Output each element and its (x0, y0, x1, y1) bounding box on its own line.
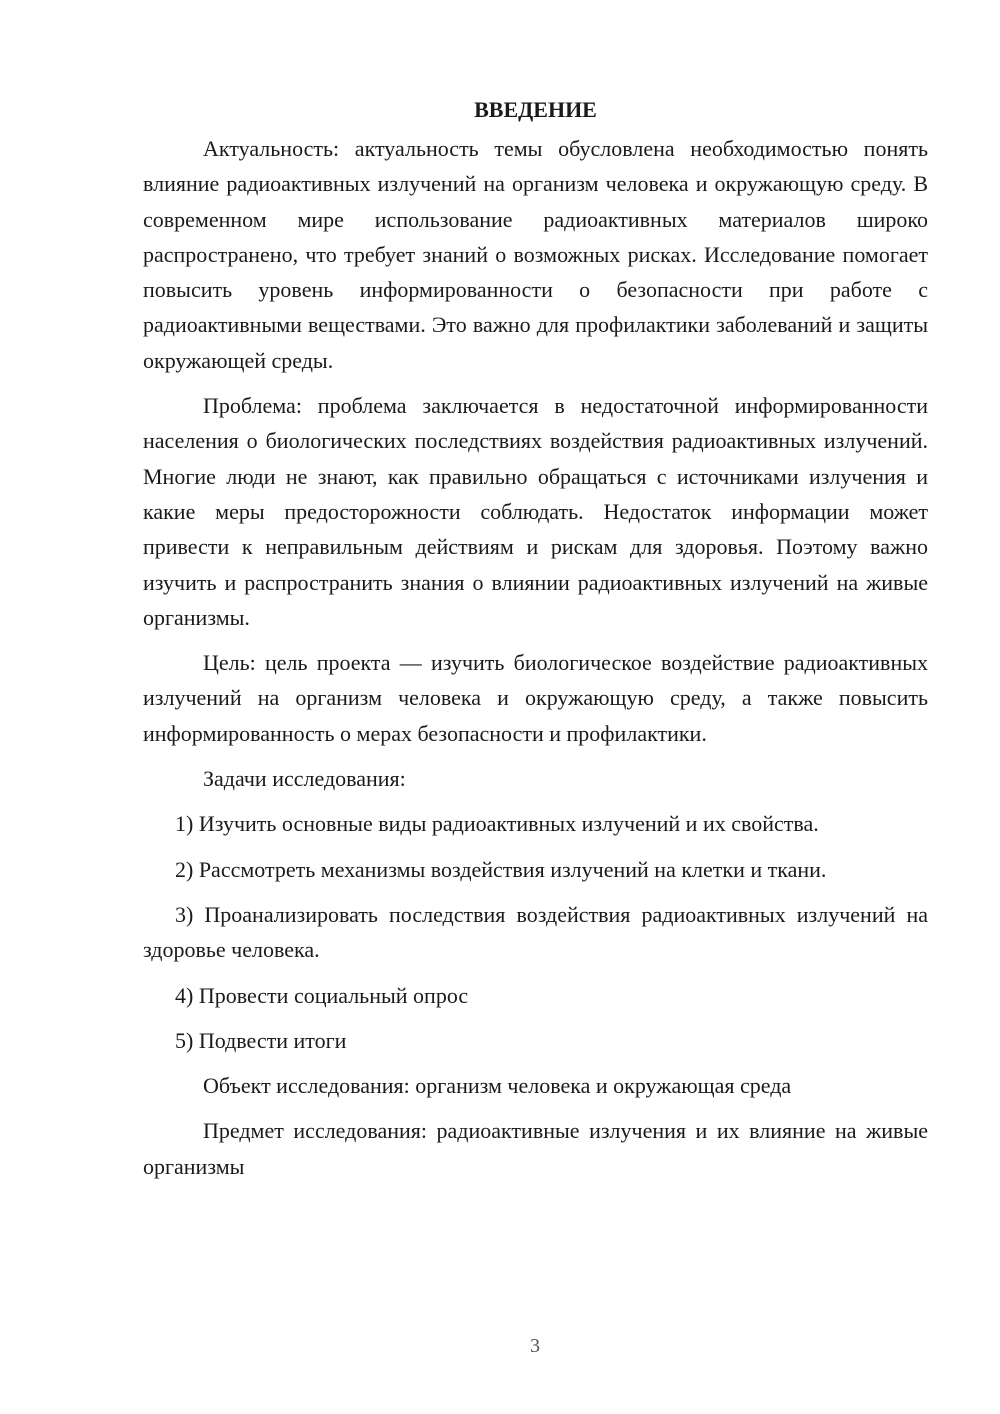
task-item-1: 1) Изучить основные виды радиоактивных излучений и их свойства. (175, 811, 819, 837)
task-item-5: 5) Подвести итоги (175, 1027, 347, 1053)
task-item-4: 4) Провести социальный опрос (175, 982, 469, 1008)
paragraph-relevance: Актуальность: актуальность темы обусловлена необходимостью понять влияние радиоактивных излучений на организм человека и окружающую среду. В современном мире использование радиоактивных материалов широко распространено, что требует знаний о возможных рисках. Исследование помогает повысить уровень информированности о безопасности при работе с радиоактивными веществами. Это важно для профилактики заболеваний и защиты окружающей среды. (143, 136, 928, 373)
section-title: ВВЕДЕНИЕ (474, 97, 597, 122)
document-page (143, 92, 928, 1194)
paragraph-subject: Предмет исследования: радиоактивные излучения и их влияние на живые организмы (143, 1118, 928, 1179)
task-item-3: 3) Проанализировать последствия воздействия радиоактивных излучений на здоровье человека. (143, 901, 928, 963)
paragraph-object: Объект исследования: организм человека и окружающая среда (203, 1073, 792, 1099)
page-number: 3 (530, 1335, 540, 1357)
tasks-heading: Задачи исследования: (203, 766, 406, 792)
paragraph-goal: Цель: цель проекта — изучить биологическое воздействие радиоактивных излучений на организм человека и окружающую среду, а также повысить информированность о мерах безопасности и профилактики. (143, 650, 928, 746)
task-item-2: 2) Рассмотреть механизмы воздействия излучений на клетки и ткани. (175, 856, 827, 882)
paragraph-problem: Проблема: проблема заключается в недостаточной информированности населения о биологических последствиях воздействия радиоактивных излучений. Многие люди не знают, как правильно обращаться с источниками излучения и какие меры предосторожности соблюдать. Недостаток информации может привести к неправильным действиям и рискам для здоровья. Поэтому важно изучить и распространить знания о влиянии радиоактивных излучений на живые организмы. (143, 393, 928, 630)
